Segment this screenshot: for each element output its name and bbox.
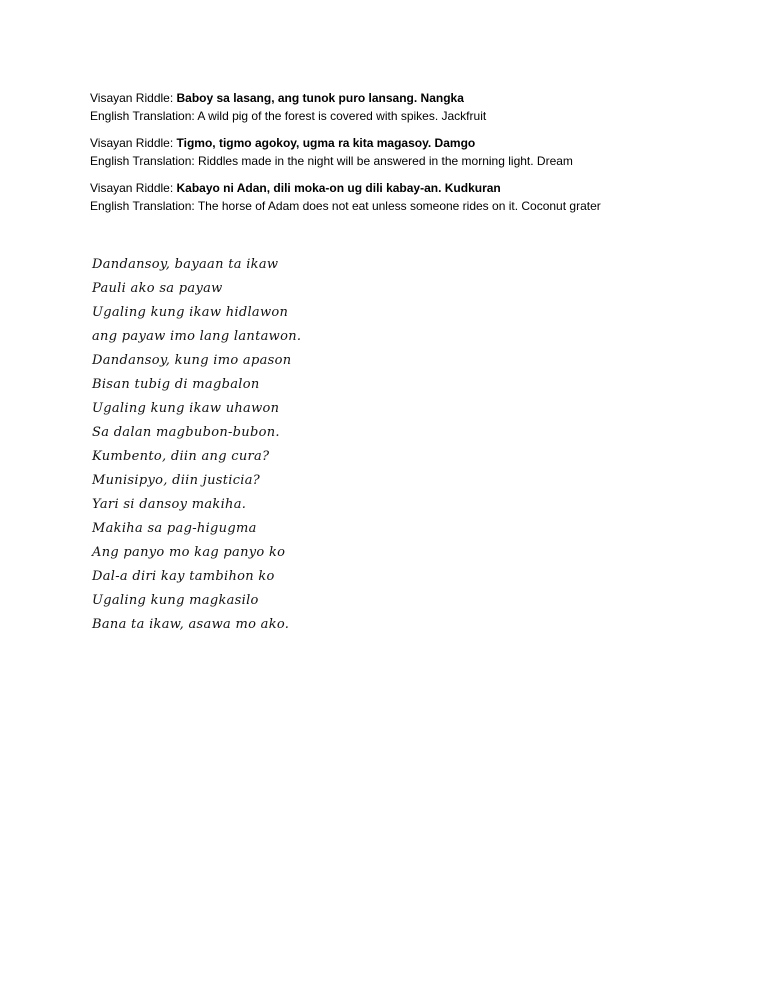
- poem-line: Pauli ako sa payaw: [92, 281, 223, 296]
- riddle-translation: English Translation: The horse of Adam does not eat unless someone rides on it. Coconut grater: [90, 199, 601, 213]
- riddle-line: [90, 179, 750, 197]
- poem-line: Dandansoy, bayaan ta ikaw: [92, 257, 279, 272]
- riddle-label: Visayan Riddle:: [90, 181, 177, 195]
- poem-line: Makiha sa pag-higugma: [92, 521, 257, 536]
- poem-dandansoy: [92, 253, 492, 637]
- poem-line: Ugaling kung ikaw hidlawon: [92, 305, 289, 320]
- riddle-label: Visayan Riddle:: [90, 91, 177, 105]
- poem-line: Ugaling kung magkasilo: [92, 593, 259, 608]
- poem-line: ang payaw imo lang lantawon.: [92, 329, 302, 344]
- poem-line: Munisipyo, diin justicia?: [92, 473, 261, 488]
- poem-line: Dal-a diri kay tambihon ko: [92, 569, 275, 584]
- poem-line: Bana ta ikaw, asawa mo ako.: [92, 617, 290, 632]
- poem-line: Ugaling kung ikaw uhawon: [92, 401, 280, 416]
- poem-line: Sa dalan magbubon-bubon.: [92, 425, 280, 440]
- riddle-block: [90, 179, 750, 215]
- poem-line: Kumbento, diin ang cura?: [92, 449, 270, 464]
- poem-line: Yari si dansoy makiha.: [92, 497, 247, 512]
- riddle-block: [90, 89, 750, 125]
- riddle-label: Visayan Riddle:: [90, 136, 177, 150]
- riddle-text: Kabayo ni Adan, dili moka-on ug dili kabay-an. Kudkuran: [176, 181, 501, 195]
- riddle-block: [90, 134, 750, 170]
- poem-line: Dandansoy, kung imo apason: [92, 353, 292, 368]
- poem-line: Bisan tubig di magbalon: [92, 377, 260, 392]
- riddle-list: [90, 89, 750, 224]
- riddle-translation: English Translation: Riddles made in the night will be answered in the morning light. Dream: [90, 154, 573, 168]
- riddle-line: [90, 89, 750, 107]
- riddle-translation: English Translation: A wild pig of the forest is covered with spikes. Jackfruit: [90, 109, 487, 123]
- poem-line: Ang panyo mo kag panyo ko: [92, 545, 286, 560]
- riddle-line: [90, 134, 750, 152]
- riddle-text: Tigmo, tigmo agokoy, ugma ra kita magasoy. Damgo: [176, 136, 476, 150]
- riddle-text: Baboy sa lasang, ang tunok puro lansang. Nangka: [176, 91, 464, 105]
